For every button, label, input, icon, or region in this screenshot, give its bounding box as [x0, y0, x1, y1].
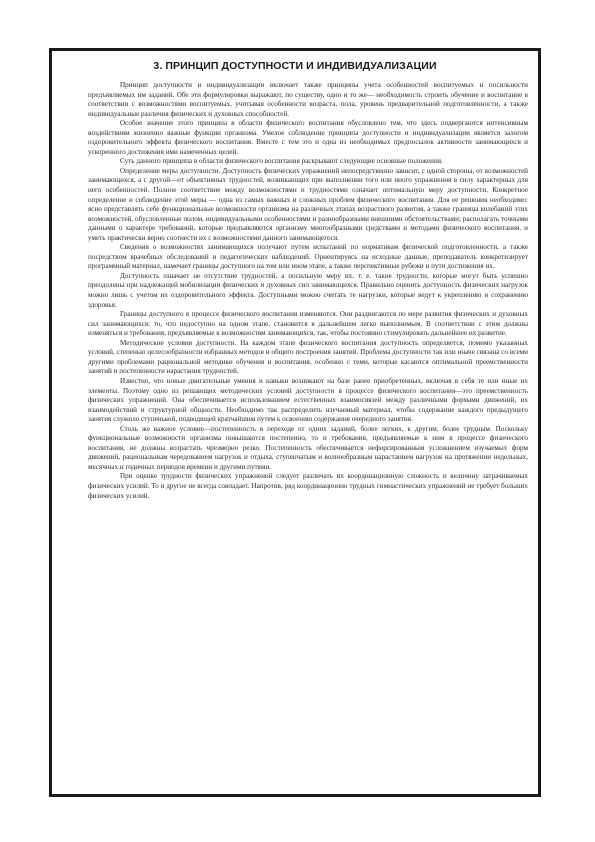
document-frame: [49, 48, 541, 797]
document-body: [88, 81, 528, 788]
paragraph-methodical-conditions: Методические условия доступности. На каждом этапе физического воспитания доступность определяется, помимо указанных условий, степенью целесообразности избранных методов и общего построения занятий. Проблема доступности так или иначе связана со всеми другими проблемами рациональной методики обучения и воспитания, особенно с теми, которые касаются оптимальной преемственности занятий и постепенности нарастания трудностей.: [88, 338, 528, 376]
paragraph-difficulty: Доступность означает не отсутствие трудностей, а посильную меру их, т. е. такие трудности, которые могут быть успешно преодолены при надлежащей мобилизации физических и духовных сил занимающихся. Правильно оценить доступность физических нагрузок можно лишь с учетом их оздоровительного эффекта. Доступными можно считать те нагрузки, которые ведут к укреплению и сохранению здоровья.: [88, 271, 528, 309]
page-title: 3. ПРИНЦИП ДОСТУПНОСТИ И ИНДИВИДУАЛИЗАЦИИ: [153, 60, 437, 72]
paragraph-boundaries: Границы доступного в процессе физического воспитания изменяются. Они раздвигаются по мере развития физических и духовных сил занимающихся: то, что недоступно на одном этапе, становится в дальнейшем легко выполнимым. В соответствии с этим должны изменяться и требования, предъявляемые к возможностям занимающихся, так, чтобы постоянно стимулировать дальнейшее их развитие.: [88, 310, 528, 338]
paragraph-essence: Суть данного принципа в области физического воспитания раскрывают следующие основные положения.: [120, 157, 443, 166]
paragraph-coordination: При оценке трудности физических упражнений следует различать их координационную сложность и величину затрачиваемых физических усилий. То и другое не всегда совпадает. Напротив, ряд координационно трудных гимнастических упражнений не требует больших физических усилий.: [88, 472, 528, 500]
paragraph-significance: Особое значение этого принципа в области физического воспитания обусловлено тем, что здесь подвергаются интенсивным воздействиям жизненно важные функции организма. Умелое соблюдение принципа доступности и индивидуализации является залогом оздоровительного эффекта физического воспитания. Вместе с тем это и одна из необходимых предпосылок активности занимающихся и ускоренного достижения ими намеченных целей.: [88, 119, 528, 156]
paragraph-succession: Известно, что новые двигательные умения и навыки возникают на базе ранее приобретенных, включая в себя те или иные их элементы. Поэтому одно из решающих методических условий доступности в процессе физического воспитания—это преемственность физических упражнений. Она обеспечивается использованием естественных взаимосвязей между различными формами движений, их взаимодействий и структурной общности. Необходимо так распределить изучаемый материал, чтобы содержание каждого предыдущего занятия служило ступенькой, подводящей кратчайшим путем к освоению содержания очередного занятия.: [88, 376, 528, 424]
paragraph-intro: Принцип доступности и индивидуализации включает также принципы учета особенностей воспитуемых и посильности предъявляемых им заданий. Обе эти формулировки выражают, по существу, одно и то же— необходимость строить обучение и воспитание в соответствии с возможностями воспитуемых, учитывая особенности возраста, пола, уровень предварительной подготовленности, а также индивидуальные различия физических и духовных способностей.: [88, 81, 528, 118]
paragraph-gradualness: Столь же важное условие—постепенность в переходе от одних заданий, более легких, к другим, более трудным. Поскольку функциональные возможности организма повышаются постепенно, то и требования, предъявляемые к ним в процессе физического воспитания, не должны возрастать чрезмерно резко. Постепенность обеспечивается нефорсированным усложнением изучаемых форм движений, рациональным чередованием нагрузок и отдыха, ступенчатым и волнообразным нарастанием нагрузок на протяжении недельных, месячных и годичных периодов времени и другими путями.: [88, 424, 528, 471]
paragraph-assessment: Сведения о возможностях занимающихся получают путем испытаний по нормативам физической подготовленности, а также посредством врачебных обследований и педагогических наблюдений. Ориентируясь на исходные данные, преподаватель конкретизирует программный материал, намечает границы доступного на том или ином этапе, а также перспективные рубежи и пути достижения их.: [88, 243, 528, 271]
paragraph-measure-of-accessibility: Определение меры доступности. Доступность физических упражнений непосредственно зависит, с одной стороны, от возможностей занимающихся, а с другой—от объективных трудностей, возникающих при выполнении того или иного упражнения в силу характерных для него особенностей. Полное соответствие между возможностями и трудностями означает оптимальную меру доступности. Конкретное определение и соблюдение этой меры — одна из самых важных и сложных проблем физического воспитания. Для ее решения необходимо: ясно представлять себе функциональные возможности организма на различных этапах возрастного развития, а также границы колебаний этих возможностей, обусловленные полом, индивидуальными особенностями и разнообразными внешними обстоятельствами; располагать точными данными о характере требований, которые предъявляются организму многообразными средствами и методами физического воспитания, и уметь практически верно соотнести их с возможностями данного занимающегося.: [88, 166, 528, 242]
